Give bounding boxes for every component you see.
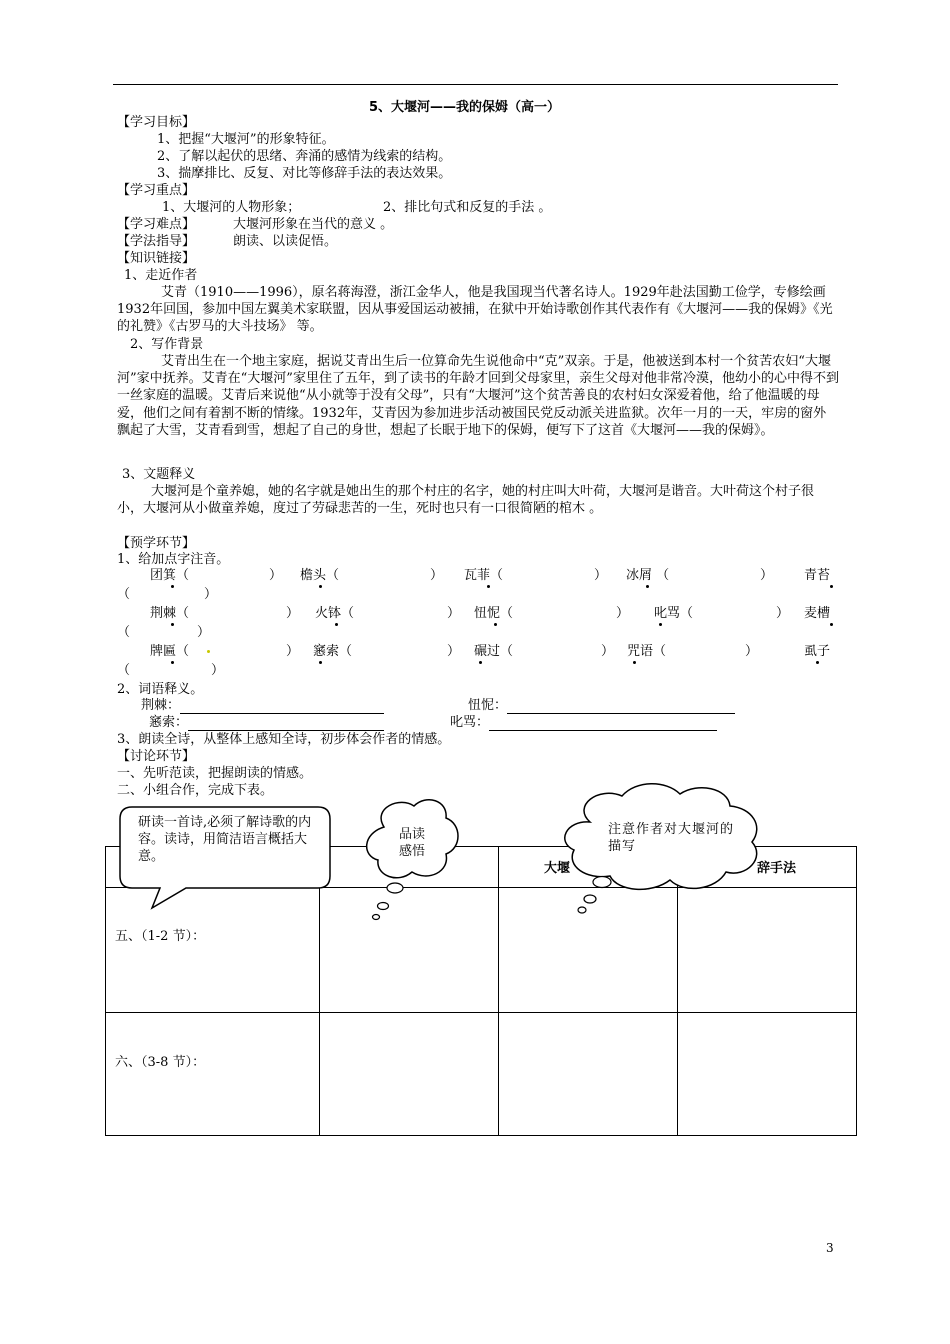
knowledge-1-text: 艾青（1910——1996），原名蒋海澄，浙江金华人，他是我国现当代著名诗人。1929年赴法国勤工俭学，专修绘画1932年回国，参加中国左翼美术家联盟，因从事爱国运动被捕，在狱中开始诗歌创作其代表作有《大堰河——我的保姆》《光的礼赞》《古罗马的大斗技场》 等。 <box>117 285 833 335</box>
word-chima: 叱骂（ <box>654 606 694 621</box>
knowledge-3-heading: 3、文题释义 <box>122 467 196 482</box>
paren-close: ） <box>776 606 790 621</box>
page-title: 5、大堰河——我的保姆（高一） <box>369 100 561 115</box>
discussion-task-1: 一、先听范读，把握朗读的情感。 <box>117 766 313 781</box>
objectives-heading: 【学习目标】 <box>117 115 196 130</box>
page-number: 3 <box>826 1241 834 1255</box>
focus-item-2: 2、排比句式和反复的手法 。 <box>383 200 552 215</box>
cloud-tail-dot <box>373 915 380 920</box>
objective-3: 3、揣摩排比、反复、对比等修辞手法的表达效果。 <box>157 166 452 181</box>
discussion-task-2: 二、小组合作，完成下表。 <box>117 783 274 798</box>
word-wafei: 瓦菲（ <box>464 568 504 583</box>
table-row-1-label: 五、（1-2 节）： <box>115 929 206 944</box>
difficulty-text: 大堰河形象在当代的意义 。 <box>233 217 394 232</box>
cloud-tail-dot <box>593 877 611 888</box>
word-paibian: 牌匾（ <box>150 644 190 659</box>
cloud-tail-dot <box>584 895 596 903</box>
word-jingji: 荆棘（ <box>150 606 190 621</box>
cloud-tail-dot <box>578 907 586 913</box>
table-header-rhetoric: 辞手法 <box>757 861 797 876</box>
objective-2: 2、了解以起伏的思绪、奔涌的感情为线索的结构。 <box>157 149 452 164</box>
paren-open: （ <box>117 587 131 602</box>
paren-close: ） <box>286 606 300 621</box>
paren-close: ） <box>269 568 283 583</box>
paren-close: ） <box>447 606 461 621</box>
paren-close: ） <box>594 568 608 583</box>
callout-summary-text: 研读一首诗,必须了解诗歌的内容。读诗，用简洁语言概括大意。 <box>138 815 312 864</box>
objective-1: 1、把握“大堰河”的形象特征。 <box>157 132 335 147</box>
paren-close: ） <box>211 663 225 678</box>
word-huobo: 火钵（ <box>315 606 355 621</box>
word-bingxie: 冰屑 （ <box>626 568 670 583</box>
paren-close: ） <box>197 625 211 640</box>
paren-close: ） <box>447 644 461 659</box>
word-xisuo: 窸索（ <box>313 644 353 659</box>
knowledge-2-heading: 2、写作背景 <box>130 337 204 352</box>
definition-label: 窸索： <box>149 715 189 730</box>
word-zhouyu: 咒语（ <box>627 644 667 659</box>
definition-label: 忸怩： <box>468 698 508 713</box>
focus-item-1: 1、大堰河的人物形象； <box>162 200 301 215</box>
word-niuni: 忸怩（ <box>474 606 514 621</box>
knowledge-1-heading: 1、走近作者 <box>124 268 198 283</box>
paren-open: （ <box>117 625 131 640</box>
word-shizi: 虱子 <box>804 644 831 659</box>
focus-heading: 【学习重点】 <box>117 183 196 198</box>
difficulty-heading: 【学习难点】 <box>117 217 196 232</box>
word-tuanji: 团箕（ <box>150 568 190 583</box>
callout-appreciate-text: 品读感悟 <box>399 827 426 859</box>
paren-close: ） <box>204 587 218 602</box>
preview-heading: 【预学环节】 <box>117 536 196 551</box>
knowledge-2-text: 艾青出生在一个地主家庭，据说艾青出生后一位算命先生说他命中“克”双亲。于是，他被送到本村一个贫苦农妇“大堰河”家中抚养。艾青在“大堰河”家里住了五年，到了读书的年龄才回到父母家里，亲生父母对他非常冷漠，他幼小的心中得不到一丝家庭的温暖。艾青后来说他“从小就等于没有父母”，只有“大堰河”这个贫苦善良的农村妇女深爱着他，给了他温暖的母爱，他们之间有着割不断的情缘。1932年，艾青因为参加进步活动被国民党反动派关进监狱。次年一月的一天，牢房的窗外飘起了大雪，艾青看到雪，想起了自己的身世，想起了长眠于地下的保姆，便写下了这首《大堰河——我的保姆》。 <box>117 354 839 438</box>
preview-task-1: 1、给加点字注音。 <box>117 552 230 567</box>
preview-task-3: 3、朗读全诗，从整体上感知全诗，初步体会作者的情感。 <box>117 732 451 747</box>
paren-close: ） <box>430 568 444 583</box>
discussion-heading: 【讨论环节】 <box>117 749 196 764</box>
word-yantou: 檐头（ <box>300 568 340 583</box>
knowledge-3-text: 大堰河是个童养媳，她的名字就是她出生的那个村庄的名字，她的村庄叫大叶荷，大堰河是谐音。大叶荷这个村子很小，大堰河从小做童养媳，度过了劳碌悲苦的一生，死时也只有一口很简陋的棺木 。 <box>117 484 815 517</box>
table-header-portrayal: 大堰 <box>544 861 571 876</box>
paren-close: ） <box>760 568 774 583</box>
word-maicao: 麦槽 <box>804 606 831 621</box>
paren-open: （ <box>117 663 131 678</box>
cloud-tail-dot <box>378 903 389 910</box>
paren-close: ） <box>745 644 759 659</box>
paren-close: ） <box>616 606 630 621</box>
word-qingtai: 青苔 <box>804 568 831 583</box>
callout-description-text: 注意作者对大堰河的描写 <box>608 822 735 854</box>
definition-label: 叱骂： <box>450 715 490 730</box>
word-nianguo: 碾过（ <box>474 644 514 659</box>
cloud-tail-dot <box>387 883 403 893</box>
knowledge-heading: 【知识链接】 <box>117 251 196 266</box>
paren-close: ） <box>286 644 300 659</box>
table-row-2-label: 六、（3-8 节）： <box>115 1055 206 1070</box>
method-heading: 【学法指导】 <box>117 234 196 249</box>
preview-task-2: 2、词语释义。 <box>117 682 204 697</box>
definition-label: 荆棘： <box>141 698 181 713</box>
method-text: 朗读、以读促悟。 <box>233 234 338 249</box>
paren-close: ） <box>601 644 615 659</box>
